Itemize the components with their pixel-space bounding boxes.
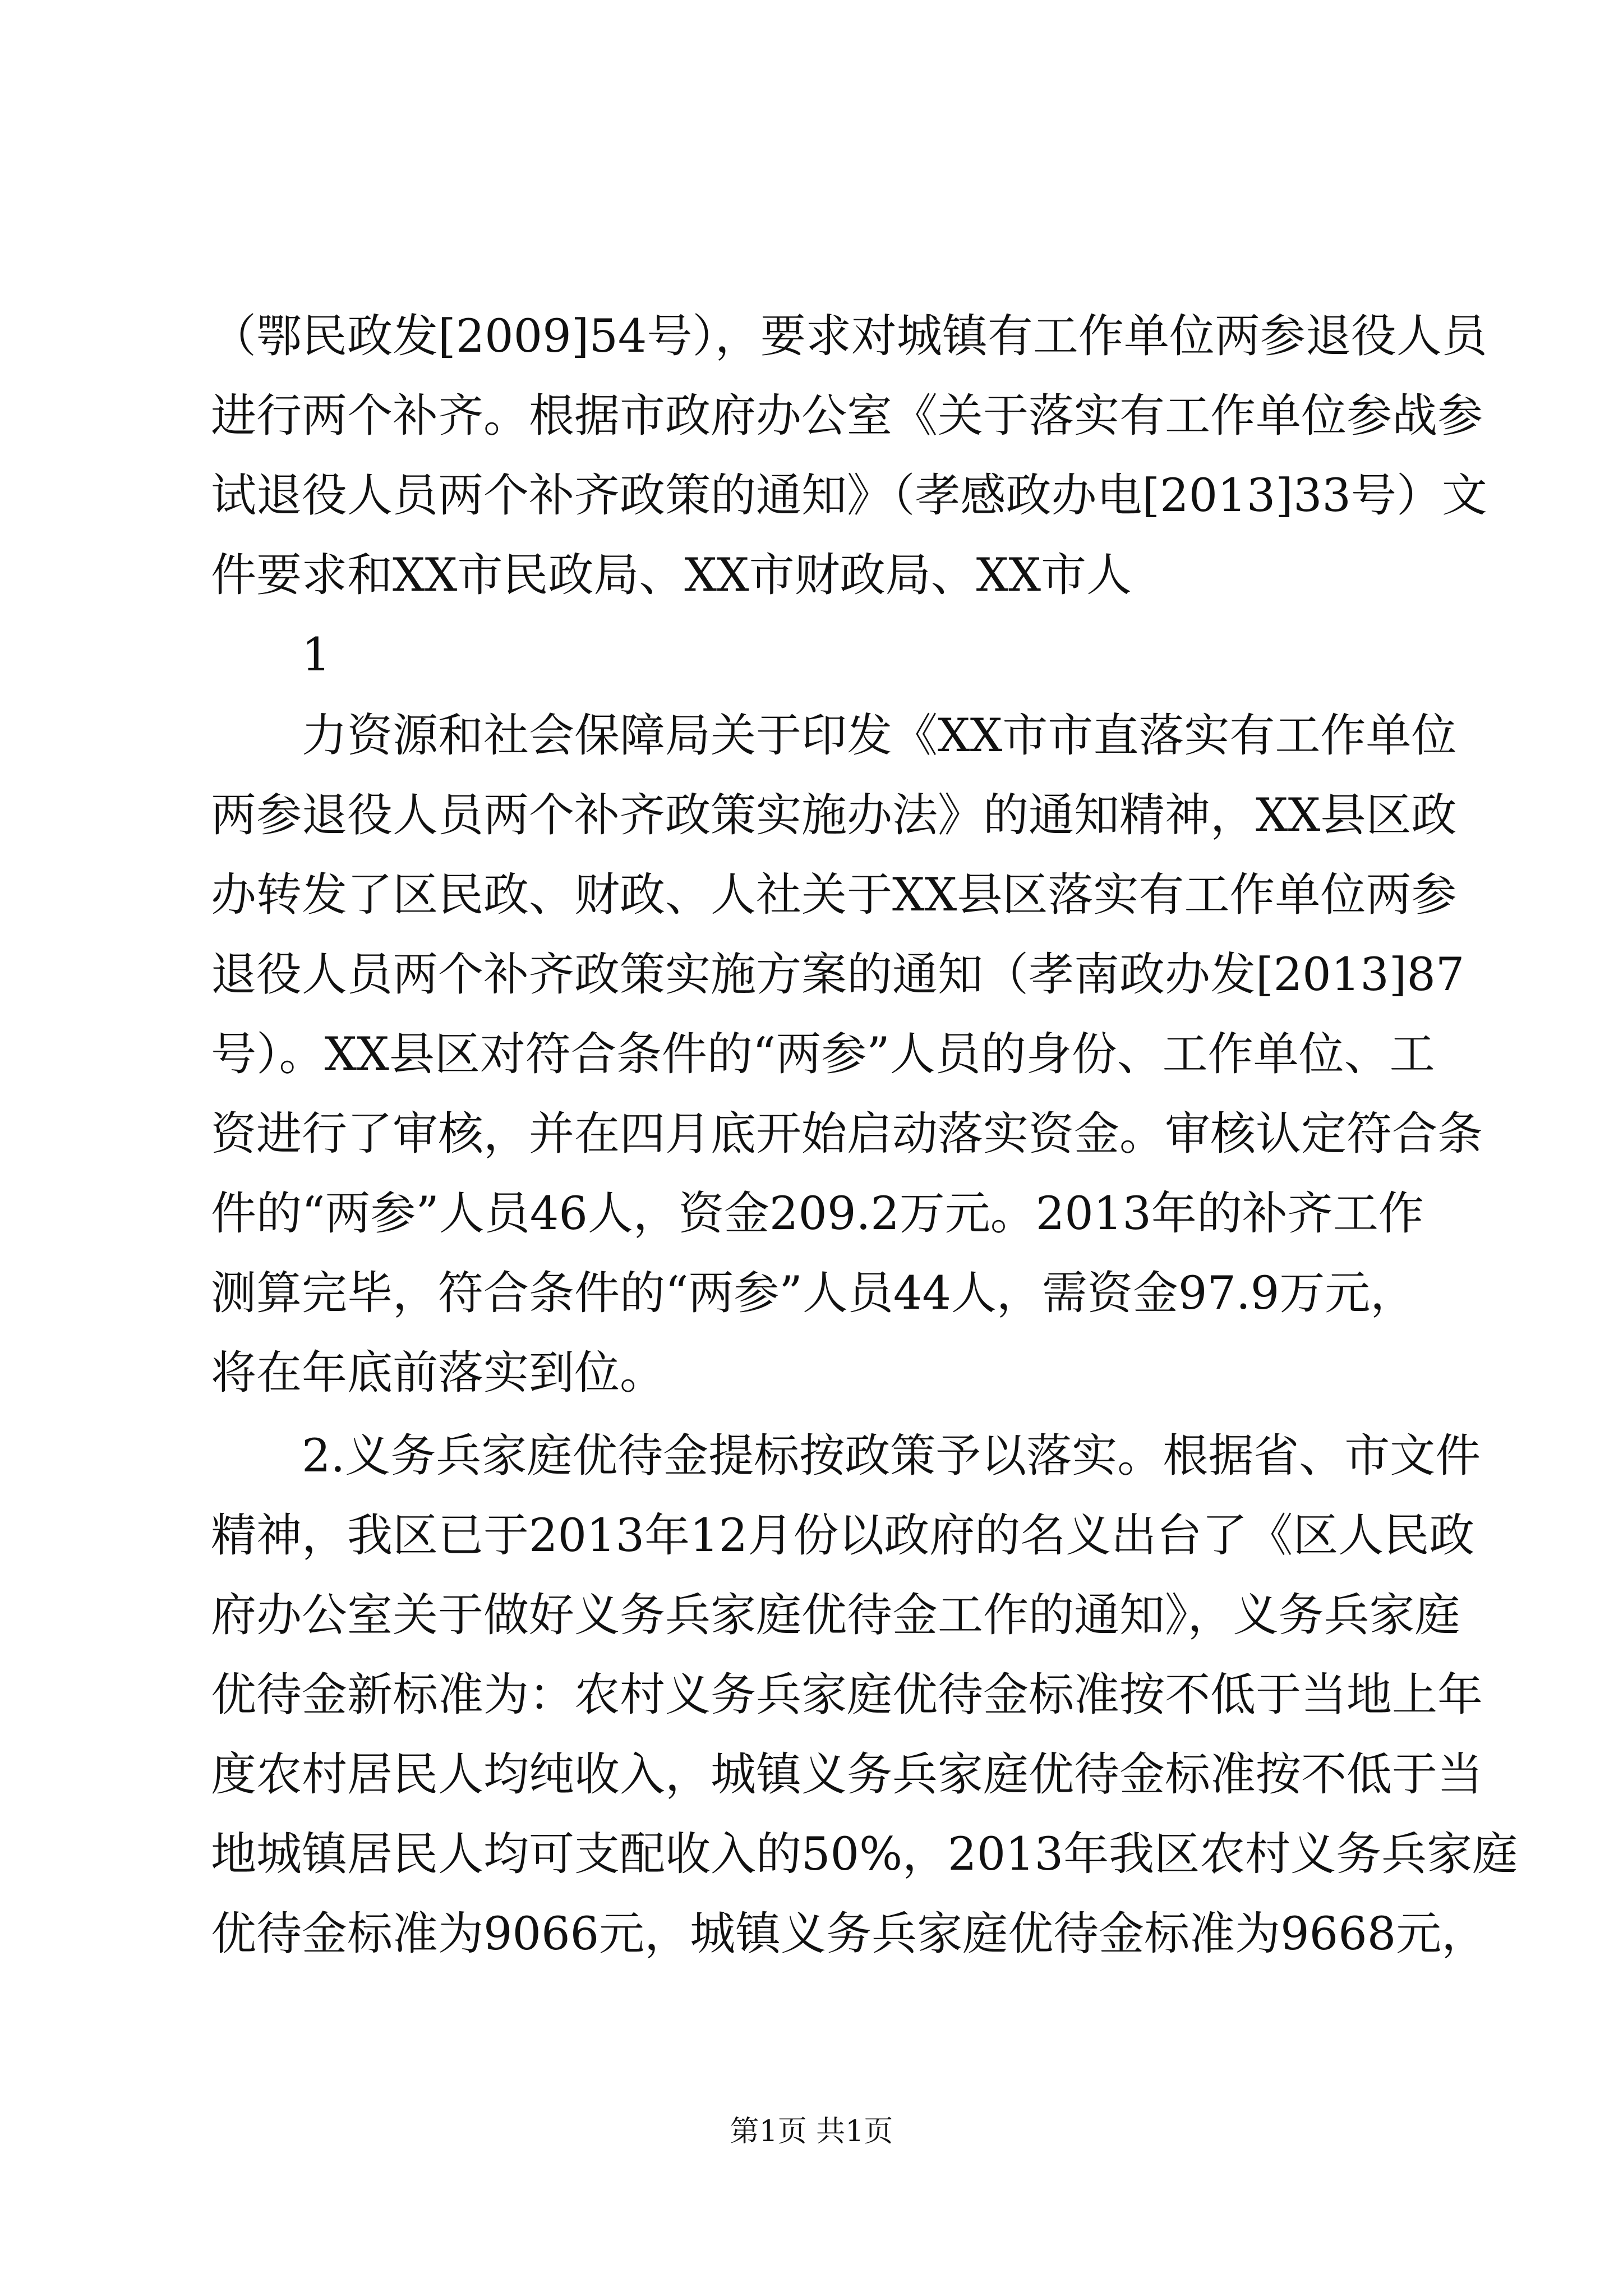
text-line: 试退役人员两个补齐政策的通知》（孝感政办电[2013]33号）文 [211, 470, 1487, 522]
text-line: 资进行了审核，并在四月底开始启动落实资金。审核认定符合条 [211, 1108, 1483, 1161]
text-line: 优待金标准为9066元，城镇义务兵家庭优待金标准为9668元， [211, 1908, 1487, 1961]
text-line: 度农村居民人均纯收入，城镇义务兵家庭优待金标准按不低于当 [211, 1749, 1483, 1801]
text-line: 优待金新标准为：农村义务兵家庭优待金标准按不低于当地上年 [211, 1669, 1483, 1722]
text-line: 两参退役人员两个补齐政策实施办法》的通知精神，XX县区政 [211, 789, 1457, 842]
text-line: 精神，我区已于2013年12月份以政府的名义出台了《区人民政 [211, 1510, 1475, 1562]
page-number-inline: 1 [302, 629, 331, 682]
text-line: 力资源和社会保障局关于印发《XX市市直落实有工作单位 [302, 710, 1457, 762]
text-line: 号）。XX县区对符合条件的“两参”人员的身份、工作单位、工 [211, 1028, 1435, 1081]
text-line: 件的“两参”人员46人，资金209.2万元。2013年的补齐工作 [211, 1188, 1424, 1240]
text-line: （鄂民政发[2009]54号），要求对城镇有工作单位两参退役人员 [211, 310, 1487, 363]
text-line: 进行两个补齐。根据市政府办公室《关于落实有工作单位参战参 [211, 390, 1483, 443]
text-line: 办转发了区民政、财政、人社关于XX县区落实有工作单位两参 [211, 869, 1457, 922]
text-line: 件要求和XX市民政局、XX市财政局、XX市人 [211, 549, 1132, 602]
text-line: 地城镇居民人均可支配收入的50%，2013年我区农村义务兵家庭 [211, 1828, 1518, 1881]
text-line: 府办公室关于做好义务兵家庭优待金工作的通知》，义务兵家庭 [211, 1589, 1460, 1642]
text-line: 将在年底前落实到位。 [211, 1347, 666, 1400]
text-line: 测算完毕，符合条件的“两参”人员44人，需资金97.9万元， [211, 1267, 1416, 1320]
page-footer: 第1页 共1页 [730, 2115, 893, 2148]
text-line: 2.义务兵家庭优待金提标按政策予以落实。根据省、市文件 [302, 1430, 1481, 1483]
text-line: 退役人员两个补齐政策实施方案的通知（孝南政办发[2013]87 [211, 949, 1465, 1001]
